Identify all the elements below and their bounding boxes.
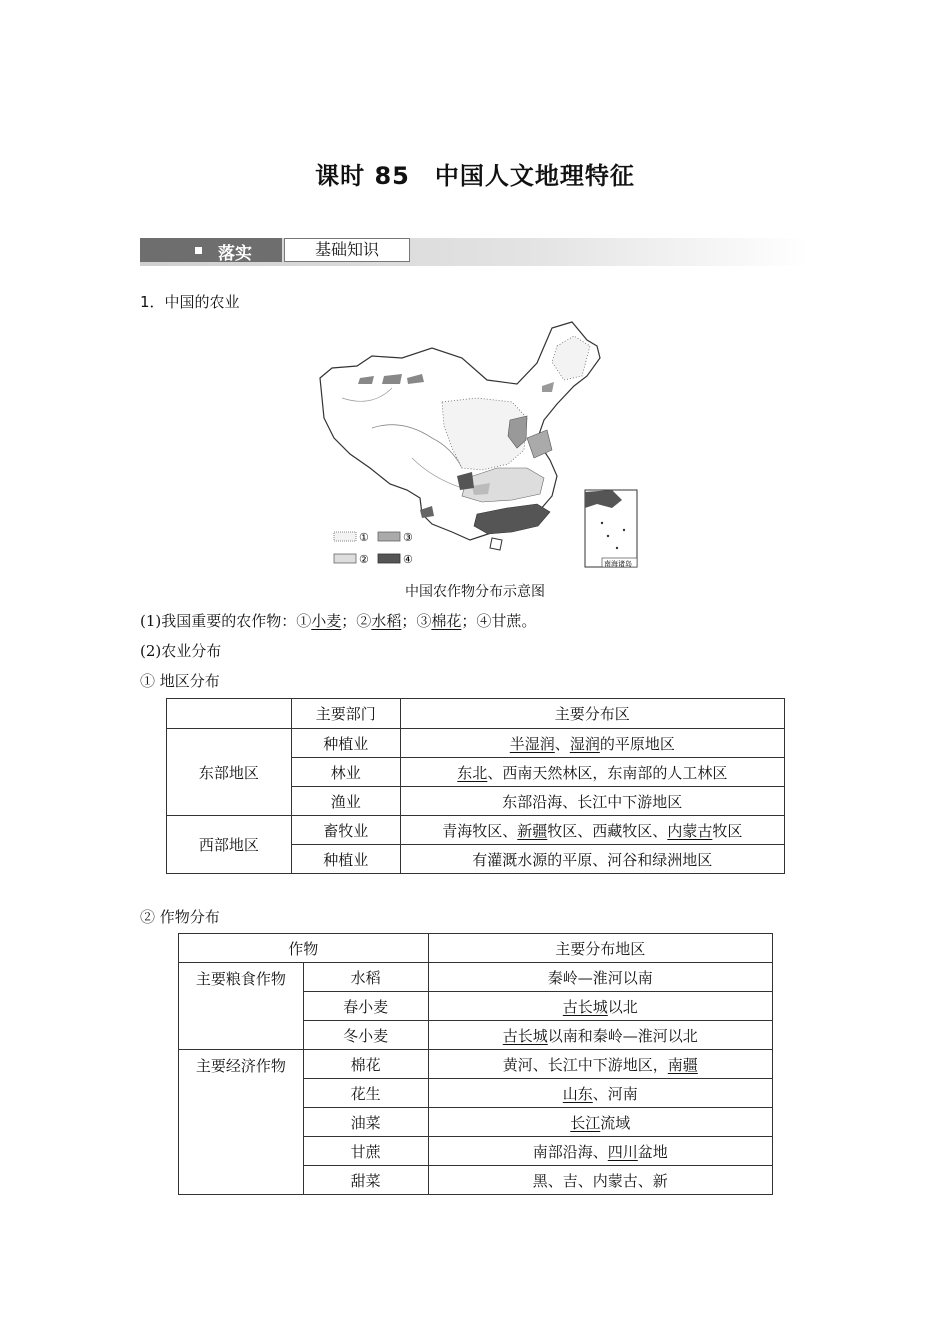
table-header-crop: 作物 xyxy=(179,934,429,963)
crop-sep-1: ； xyxy=(341,612,357,630)
dept-cell: 种植业 xyxy=(291,845,400,874)
table-header-dept: 主要部门 xyxy=(291,699,400,729)
crop-name-4: 甘蔗 xyxy=(491,612,522,630)
area-cell: 有灌溉水源的平原、河谷和绿洲地区 xyxy=(400,845,784,874)
subheading-distribution: (2)农业分布 xyxy=(140,642,222,660)
area-cell: 青海牧区、新疆牧区、西藏牧区、内蒙古牧区 xyxy=(400,816,784,845)
legend-label-1: ① xyxy=(359,531,369,544)
banner-dark-block xyxy=(140,238,282,262)
legend-swatch-4 xyxy=(378,554,400,563)
crop-cell: 甘蔗 xyxy=(303,1137,428,1166)
crop-cell: 水稻 xyxy=(303,963,428,992)
legend-swatch-1 xyxy=(334,532,356,541)
map-caption: 中国农作物分布示意图 xyxy=(405,584,545,600)
category-cash: 主要经济作物 xyxy=(179,1050,304,1195)
area-cell: 古长城以南和秦岭—淮河以北 xyxy=(428,1021,772,1050)
area-cell: 古长城以北 xyxy=(428,992,772,1021)
crop-cell: 冬小麦 xyxy=(303,1021,428,1050)
banner-label-left: 落实 xyxy=(218,244,252,264)
dept-cell: 渔业 xyxy=(291,787,400,816)
region-east: 东部地区 xyxy=(167,729,292,816)
crop-cell: 甜菜 xyxy=(303,1166,428,1195)
inset-label: 南海诸岛 xyxy=(604,560,632,568)
legend-label-3: ③ xyxy=(403,531,413,544)
legend-swatch-3 xyxy=(378,532,400,541)
table-header-empty xyxy=(167,699,292,729)
legend-swatch-2 xyxy=(334,554,356,563)
subheading-crops: ② 作物分布 xyxy=(140,908,220,926)
area-cell: 长江流域 xyxy=(428,1108,772,1137)
area-cell: 山东、河南 xyxy=(428,1079,772,1108)
area-cell: 东北、西南天然林区，东南部的人工林区 xyxy=(400,758,784,787)
crops-prefix: (1)我国重要的农作物： xyxy=(140,612,297,630)
area-cell: 黄河、长江中下游地区，南疆 xyxy=(428,1050,772,1079)
crop-name-3: 棉花 xyxy=(431,612,462,630)
table-header-area: 主要分布区 xyxy=(400,699,784,729)
legend-label-2: ② xyxy=(359,553,369,566)
area-cell: 黑、吉、内蒙古、新 xyxy=(428,1166,772,1195)
china-crop-map xyxy=(312,318,642,572)
crop-cell: 花生 xyxy=(303,1079,428,1108)
dept-cell: 种植业 xyxy=(291,729,400,758)
area-cell: 东部沿海、长江中下游地区 xyxy=(400,787,784,816)
crop-num-2: ② xyxy=(356,612,372,630)
page-title: 课时 85 中国人文地理特征 xyxy=(315,162,635,190)
table-header-area: 主要分布地区 xyxy=(428,934,772,963)
crop-cell: 棉花 xyxy=(303,1050,428,1079)
section-banner xyxy=(140,238,810,266)
crop-sep-2: ； xyxy=(401,612,417,630)
subheading-region: ① 地区分布 xyxy=(140,672,220,690)
crop-num-3: ③ xyxy=(416,612,432,630)
crop-name-1: 小麦 xyxy=(311,612,342,630)
category-grain: 主要粮食作物 xyxy=(179,963,304,1050)
crop-sep-3: ； xyxy=(461,612,477,630)
crop-num-4: ④ xyxy=(476,612,492,630)
dept-cell: 林业 xyxy=(291,758,400,787)
crop-num-1: ① xyxy=(296,612,312,630)
area-cell: 秦岭—淮河以南 xyxy=(428,963,772,992)
region-west: 西部地区 xyxy=(167,816,292,874)
crops-line xyxy=(140,610,536,631)
square-bullet-icon xyxy=(195,247,202,254)
dept-cell: 畜牧业 xyxy=(291,816,400,845)
south-sea-inset xyxy=(585,490,637,568)
crop-sep-4: 。 xyxy=(521,612,537,630)
region-table xyxy=(166,698,785,874)
legend-label-4: ④ xyxy=(403,553,413,566)
area-cell: 半湿润、湿润的平原地区 xyxy=(400,729,784,758)
section-heading: 1．中国的农业 xyxy=(140,293,240,311)
area-cell: 南部沿海、四川盆地 xyxy=(428,1137,772,1166)
crop-cell: 油菜 xyxy=(303,1108,428,1137)
crop-table xyxy=(178,933,773,1195)
crop-name-2: 水稻 xyxy=(371,612,402,630)
crop-cell: 春小麦 xyxy=(303,992,428,1021)
map-legend xyxy=(334,531,413,566)
banner-label-right: 基础知识 xyxy=(284,238,410,262)
